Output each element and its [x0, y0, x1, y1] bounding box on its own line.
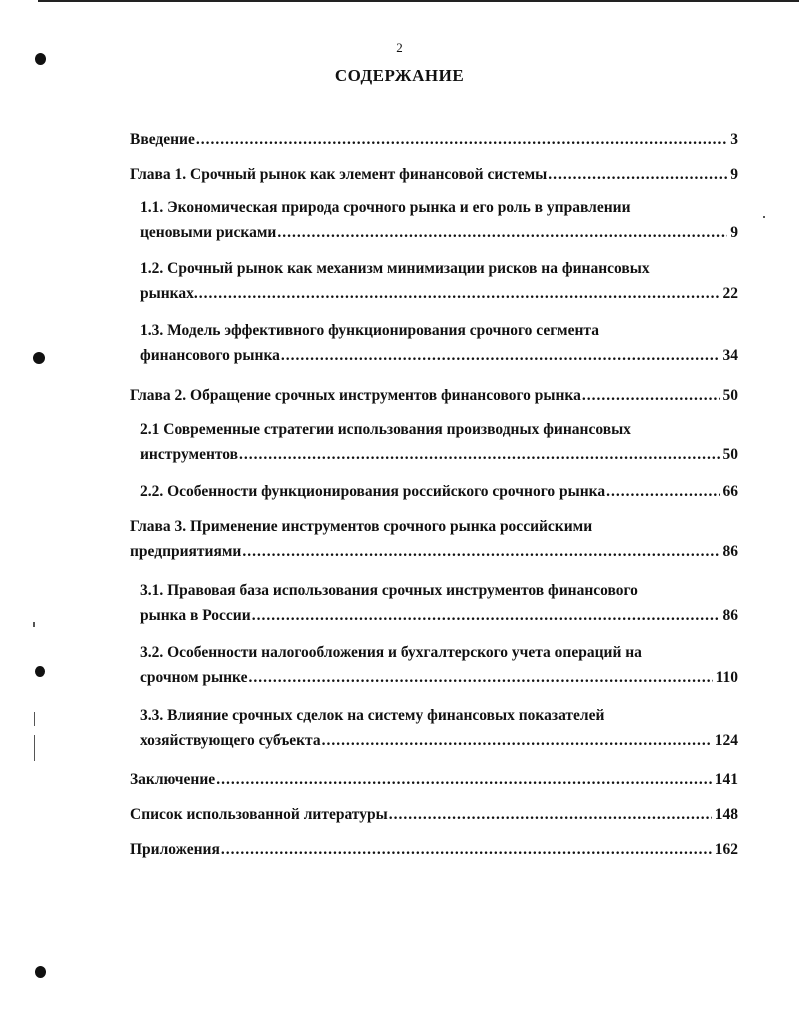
toc-entry-line	[130, 771, 738, 789]
toc-entry-line	[140, 607, 738, 625]
toc-entry	[130, 644, 738, 687]
scan-speck	[33, 622, 35, 627]
toc-page-number: 124	[714, 732, 738, 749]
toc-entry-title: Заключение	[130, 771, 216, 788]
toc-entry-line	[140, 483, 738, 501]
toc-entry-title: предприятиями	[130, 543, 242, 560]
toc-entry-line	[130, 841, 738, 859]
toc-entry	[130, 166, 738, 184]
toc-entry-heading: 1.2. Срочный рынок как механизм минимизации рисков на финансовых	[140, 260, 650, 277]
dot-leader	[322, 732, 712, 750]
toc-entry	[130, 483, 738, 501]
dot-leader	[277, 224, 727, 242]
toc-entry	[130, 131, 738, 149]
dot-leader	[239, 446, 719, 464]
toc-entry	[130, 806, 738, 824]
toc-entry-heading: 3.3. Влияние срочных сделок на систему финансовых показателей	[140, 707, 605, 724]
toc-entry-title: срочном рынке	[140, 669, 248, 686]
toc-entry-title: Список использованной литературы	[130, 806, 388, 823]
toc-entry-heading: 3.1. Правовая база использования срочных инструментов финансового	[140, 582, 638, 599]
toc-page-number: 86	[722, 607, 738, 624]
toc-entry-line	[130, 131, 738, 149]
toc-page-number: 9	[730, 166, 738, 183]
toc-entry-line	[140, 732, 738, 750]
toc-entry-title: финансового рынка	[140, 347, 280, 364]
toc-entry	[130, 322, 738, 365]
binder-hole-mark	[35, 53, 46, 65]
page-number: 2	[396, 40, 403, 55]
toc-entry	[130, 421, 738, 464]
dot-leader	[242, 543, 719, 561]
toc-page-number: 110	[715, 669, 738, 686]
toc-entry	[130, 707, 738, 750]
toc-entry-heading: 3.2. Особенности налогообложения и бухгалтерского учета операций на	[140, 644, 642, 661]
toc-entry-line	[130, 543, 738, 561]
dot-leader	[196, 131, 727, 149]
dot-leader	[582, 387, 720, 405]
toc-entry-heading: 1.3. Модель эффективного функционирования срочного сегмента	[140, 322, 599, 339]
binder-hole-mark	[35, 966, 46, 978]
dot-leader	[281, 347, 720, 365]
toc-entry-title: Приложения	[130, 841, 220, 858]
dot-leader	[606, 483, 719, 501]
toc-entry-title: Глава 1. Срочный рынок как элемент финансовой системы	[130, 166, 548, 183]
page-title: СОДЕРЖАНИЕ	[334, 66, 465, 85]
toc-page-number: 141	[714, 771, 738, 788]
toc-page-number: 50	[722, 446, 738, 463]
toc-page-number: 3	[730, 131, 738, 148]
toc-entry-heading: Глава 3. Применение инструментов срочного рынка российскими	[130, 518, 593, 535]
toc-entry-line	[140, 285, 738, 303]
toc-page-number: 50	[722, 387, 738, 404]
toc-page-number: 34	[722, 347, 738, 364]
toc-entry-line	[130, 806, 738, 824]
dot-leader	[221, 841, 712, 859]
toc-entry-title: Глава 2. Обращение срочных инструментов финансового рынка	[130, 387, 581, 404]
toc-entry	[130, 387, 738, 405]
toc-entry	[130, 841, 738, 859]
scan-speck	[34, 712, 35, 726]
toc-entry-heading: 1.1. Экономическая природа срочного рынка и его роль в управлении	[140, 199, 631, 216]
toc-entry-title: рынках.	[140, 285, 198, 302]
binder-hole-mark	[35, 666, 45, 677]
dot-leader	[389, 806, 712, 824]
dot-leader	[252, 607, 720, 625]
top-border-line	[38, 0, 799, 2]
toc-entry-title: Введение	[130, 131, 195, 148]
toc-entry-title: 2.2. Особенности функционирования российского срочного рынка	[140, 483, 606, 500]
toc-entry-line	[130, 387, 738, 405]
toc-entry	[130, 199, 738, 242]
toc-page-number: 148	[714, 806, 738, 823]
scan-speck	[34, 735, 35, 761]
binder-hole-mark	[33, 352, 45, 364]
toc-entry-title: ценовыми рисками	[140, 224, 277, 241]
toc-entry-title: инструментов	[140, 446, 239, 463]
toc-entry-line	[140, 669, 738, 687]
dot-leader	[216, 771, 712, 789]
toc-page-number: 22	[722, 285, 738, 302]
toc-page-number: 86	[722, 543, 738, 560]
toc-entry-title: рынка в России	[140, 607, 251, 624]
dot-leader	[199, 285, 720, 303]
toc-entry-line	[130, 166, 738, 184]
toc-entry	[130, 771, 738, 789]
toc-entry-line	[140, 446, 738, 464]
dot-leader	[249, 669, 713, 687]
dot-leader	[548, 166, 727, 184]
toc-page-number: 162	[714, 841, 738, 858]
toc-page-number: 9	[730, 224, 738, 241]
scan-speck	[763, 216, 765, 218]
toc-entry	[130, 582, 738, 625]
toc-entry-line	[140, 224, 738, 242]
toc-page-number: 66	[722, 483, 738, 500]
toc-entry-title: хозяйствующего субъекта	[140, 732, 321, 749]
toc-entry-line	[140, 347, 738, 365]
toc-entry-heading: 2.1 Современные стратегии использования производных финансовых	[140, 421, 631, 438]
toc-entry	[130, 260, 738, 303]
toc-entry	[130, 518, 738, 561]
